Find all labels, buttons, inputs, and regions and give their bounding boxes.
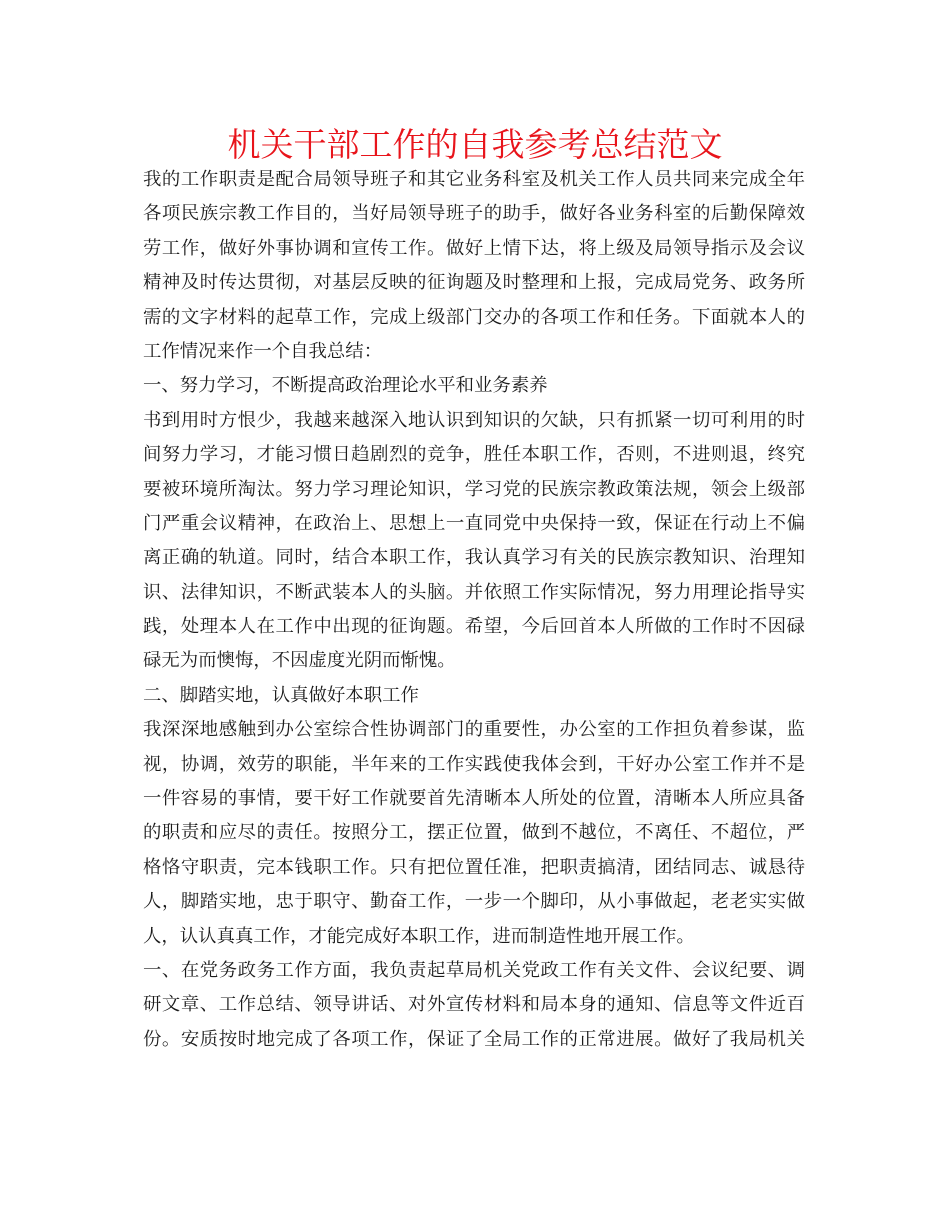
body-line: 人，脚踏实地，忠于职守、勤奋工作，一步一个脚印，从小事做起，老老实实做 <box>143 891 805 913</box>
body-line: 一、努力学习，不断提高政治理论水平和业务素养 <box>143 375 548 397</box>
body-line: 我的工作职责是配合局领导班子和其它业务科室及机关工作人员共同来完成全年 <box>143 169 805 190</box>
body-line: 研文章、工作总结、领导讲话、对外宣传材料和局本身的通知、信息等文件近百 <box>143 994 805 1016</box>
body-line: 视，协调，效劳的职能，半年来的工作实践使我体会到，干好办公室工作并不是 <box>143 753 805 775</box>
body-line: 我深深地感触到办公室综合性协调部门的重要性，办公室的工作担负着参谋，监 <box>143 719 805 741</box>
body-line: 格恪守职责，完本钱职工作。只有把位置任准，把职责搞清，团结同志、诚恳待 <box>143 856 805 878</box>
body-line: 需的文字材料的起草工作，完成上级部门交办的各项工作和任务。下面就本人的 <box>143 306 805 328</box>
body-line: 门严重会议精神，在政治上、思想上一直同党中央保持一致，保证在行动上不偏 <box>143 512 805 534</box>
document-title: 机关干部工作的自我参考总结范文 <box>227 125 723 164</box>
body-line: 一、在党务政务工作方面，我负责起草局机关党政工作有关文件、会议纪要、调 <box>143 959 805 981</box>
body-line: 工作情况来作一个自我总结： <box>143 340 383 362</box>
body-line: 碌无为而懊悔，不因虚度光阴而惭愧。 <box>143 650 456 672</box>
body-line: 间努力学习，才能习惯日趋剧烈的竞争，胜任本职工作，否则，不进则退，终究 <box>143 444 805 466</box>
body-line: 精神及时传达贯彻，对基层反映的征询题及时整理和上报，完成局党务、政务所 <box>143 272 805 294</box>
body-line: 书到用时方恨少，我越来越深入地认识到知识的欠缺，只有抓紧一切可利用的时 <box>143 409 805 431</box>
body-line: 离正确的轨道。同时，结合本职工作，我认真学习有关的民族宗教知识、治理知 <box>143 547 805 569</box>
document-body <box>143 163 805 1057</box>
body-line: 二、脚踏实地，认真做好本职工作 <box>143 684 419 706</box>
body-line: 识、法律知识，不断武装本人的头脑。并依照工作实际情况，努力用理论指导实 <box>143 581 805 603</box>
body-line: 人，认认真真工作，才能完成好本职工作，进而制造性地开展工作。 <box>143 925 695 947</box>
body-line: 劳工作，做好外事协调和宣传工作。做好上情下达，将上级及局领导指示及会议 <box>143 237 805 259</box>
body-line: 践，处理本人在工作中出现的征询题。希望，今后回首本人所做的工作时不因碌 <box>143 616 805 638</box>
body-line: 一件容易的事情，要干好工作就要首先清晰本人所处的位置，清晰本人所应具备 <box>143 788 805 810</box>
body-line: 份。安质按时地完成了各项工作，保证了全局工作的正常进展。做好了我局机关 <box>143 1028 805 1050</box>
body-line: 的职责和应尽的责任。按照分工，摆正位置，做到不越位，不离任、不超位，严 <box>143 822 805 844</box>
body-line: 要被环境所淘汰。努力学习理论知识，学习党的民族宗教政策法规，领会上级部 <box>143 478 805 500</box>
body-line: 各项民族宗教工作目的，当好局领导班子的助手，做好各业务科室的后勤保障效 <box>143 203 805 225</box>
